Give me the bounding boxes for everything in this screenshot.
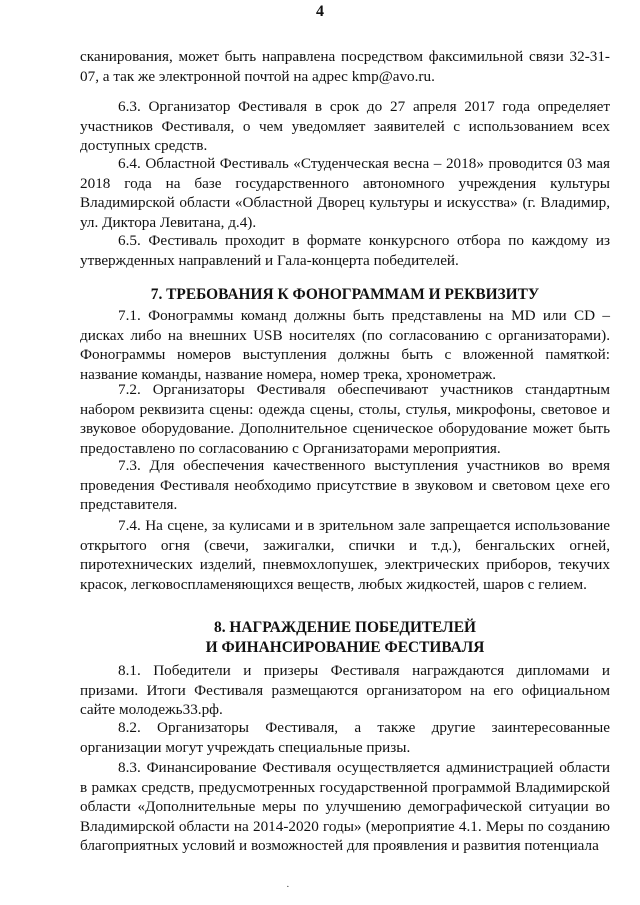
paragraph-7-1: 7.1. Фонограммы команд должны быть представлены на MD или CD – дисках либо на внешних USB носителях (по согласованию с организаторами). Фонограммы номеров выступления должны быть с вложенной памяткой: название команды, название номера, номер трека, хронометраж. [80,307,610,383]
scan-mark: · [286,881,290,893]
paragraph-6-2-continued: сканирования, может быть направлена посредством факсимильной связи 32-31-07, а так же электронной почтой на адрес kmp@avo.ru. [80,48,610,85]
paragraph-8-3: 8.3. Финансирование Фестиваля осуществляется администрацией области в рамках средств, предусмотренных государственной программой Владимирской области «Дополнительные меры по улучшению демографической ситуации во Владимирской области на 2014-2020 годы» (мероприятие 4.1. Меры по созданию благоприятных условий и возможностей для проявления и развития потенциала [80,759,610,855]
paragraph-6-3: 6.3. Организатор Фестиваля в срок до 27 апреля 2017 года определяет участников Фестиваля, о чем уведомляет заявителей с использованием всех доступных средств. [80,98,610,155]
paragraph-6-4: 6.4. Областной Фестиваль «Студенческая весна – 2018» проводится 03 мая 2018 года на базе государственного автономного учреждения культуры Владимирской области «Областной Дворец культуры и искусства» (г. Владимир, ул. Диктора Левитана, д.4). [80,155,610,231]
paragraph-8-1: 8.1. Победители и призеры Фестиваля награждаются дипломами и призами. Итоги Фестиваля размещаются организатором на его официальном сайте молодежь33.рф. [80,662,610,719]
paragraph-8-2: 8.2. Организаторы Фестиваля, а также другие заинтересованные организации могут учреждать специальные призы. [80,719,610,756]
paragraph-7-2: 7.2. Организаторы Фестиваля обеспечивают участников стандартным набором реквизита сцены: одежда сцены, столы, стулья, микрофоны, световое и звуковое оборудование. Дополнительное сценическое оборудование может быть предоставлено по согласованию с Организаторами мероприятия. [80,381,610,457]
section-8-heading-line1: 8. НАГРАЖДЕНИЕ ПОБЕДИТЕЛЕЙ [214,619,476,636]
section-7-heading: 7. ТРЕБОВАНИЯ К ФОНОГРАММАМ И РЕКВИЗИТУ [150,286,540,303]
section-8-heading-line2: И ФИНАНСИРОВАНИЕ ФЕСТИВАЛЯ [205,639,485,656]
paragraph-6-5: 6.5. Фестиваль проходит в формате конкурсного отбора по каждому из утвержденных направлений и Гала-концерта победителей. [80,232,610,269]
paragraph-7-3: 7.3. Для обеспечения качественного выступления участников во время проведения Фестиваля необходимо присутствие в звуковом и световом цехе его представителя. [80,457,610,514]
page-number: 4 [316,3,324,20]
paragraph-7-4: 7.4. На сцене, за кулисами и в зрительном зале запрещается использование открытого огня (свечи, зажигалки, спички и т.д.), бенгальских огней, пиротехнических изделий, пневмохлопушек, электрических приборов, текучих красок, легковоспламеняющихся веществ, любых жидкостей, шаров с гелием. [80,517,610,593]
